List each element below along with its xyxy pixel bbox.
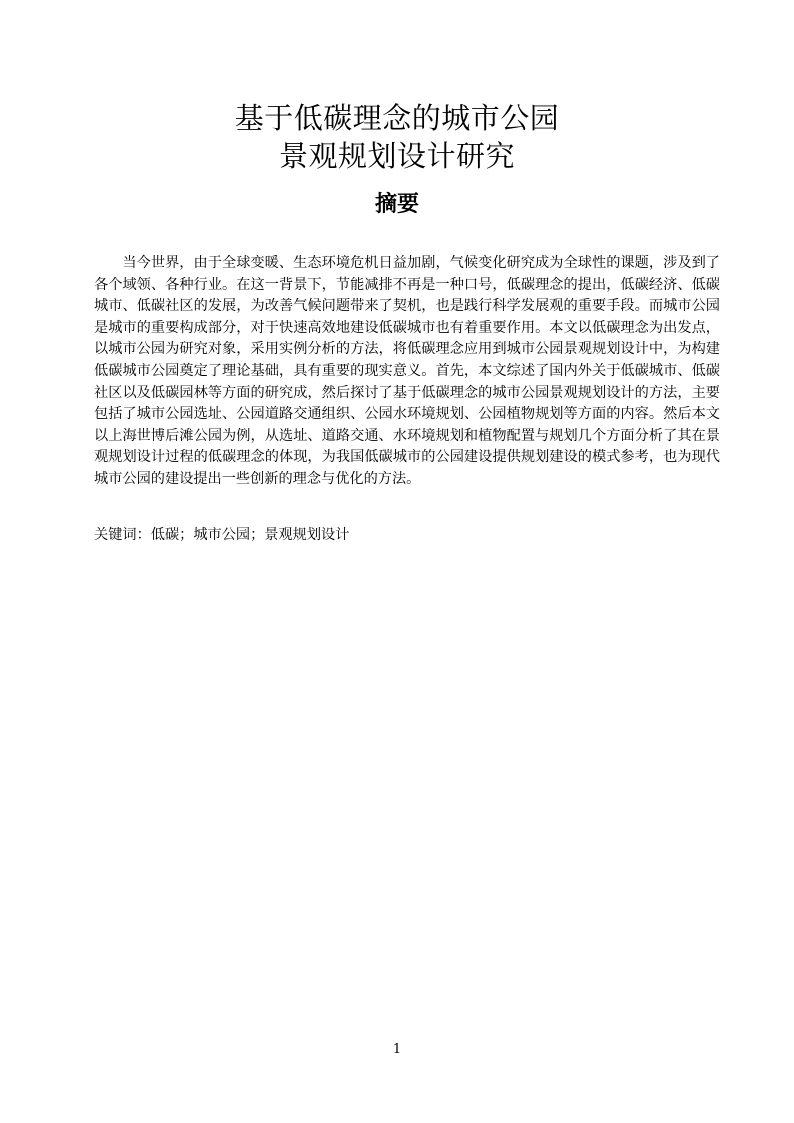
page-number: 1 <box>392 1042 402 1057</box>
title-line-1: 基于低碳理念的城市公园 <box>234 101 560 136</box>
title-line-2: 景观规划设计研究 <box>278 139 515 174</box>
document-title <box>0 99 794 175</box>
keywords: 关键词：低碳；城市公园；景观规划设计 <box>94 527 350 543</box>
abstract-heading: 摘要 <box>374 192 419 217</box>
abstract-body: 当今世界，由于全球变暖、生态环境危机日益加剧，气候变化研究成为全球性的课题，涉及到了各个域领、各种行业。在这一背景下，节能减排不再是一种口号，低碳理念的提出，低碳经济、低碳城市、低碳社区的发展，为改善气候问题带来了契机，也是践行科学发展观的重要手段。而城市公园是城市的重要构成部分，对于快速高效地建设低碳城市也有着重要作用。本文以低碳理念为出发点，以城市公园为研究对象，采用实例分析的方法，将低碳理念应用到城市公园景观规划设计中，为构建低碳城市公园奠定了理论基础，具有重要的现实意义。首先，本文综述了国内外关于低碳城市、低碳社区以及低碳园林等方面的研究成，然后探讨了基于低碳理念的城市公园景观规划设计的方法，主要包括了城市公园选址、公园道路交通组织、公园水环境规划、公园植物规划等方面的内容。然后本文以上海世博后滩公园为例，从选址、道路交通、水环境规划和植物配置与规划几个方面分析了其在景观规划设计过程的低碳理念的体现，为我国低碳城市的公园建设提供规划建设的模式参考，也为现代城市公园的建设提出一些创新的理念与优化的方法。 <box>94 255 720 487</box>
